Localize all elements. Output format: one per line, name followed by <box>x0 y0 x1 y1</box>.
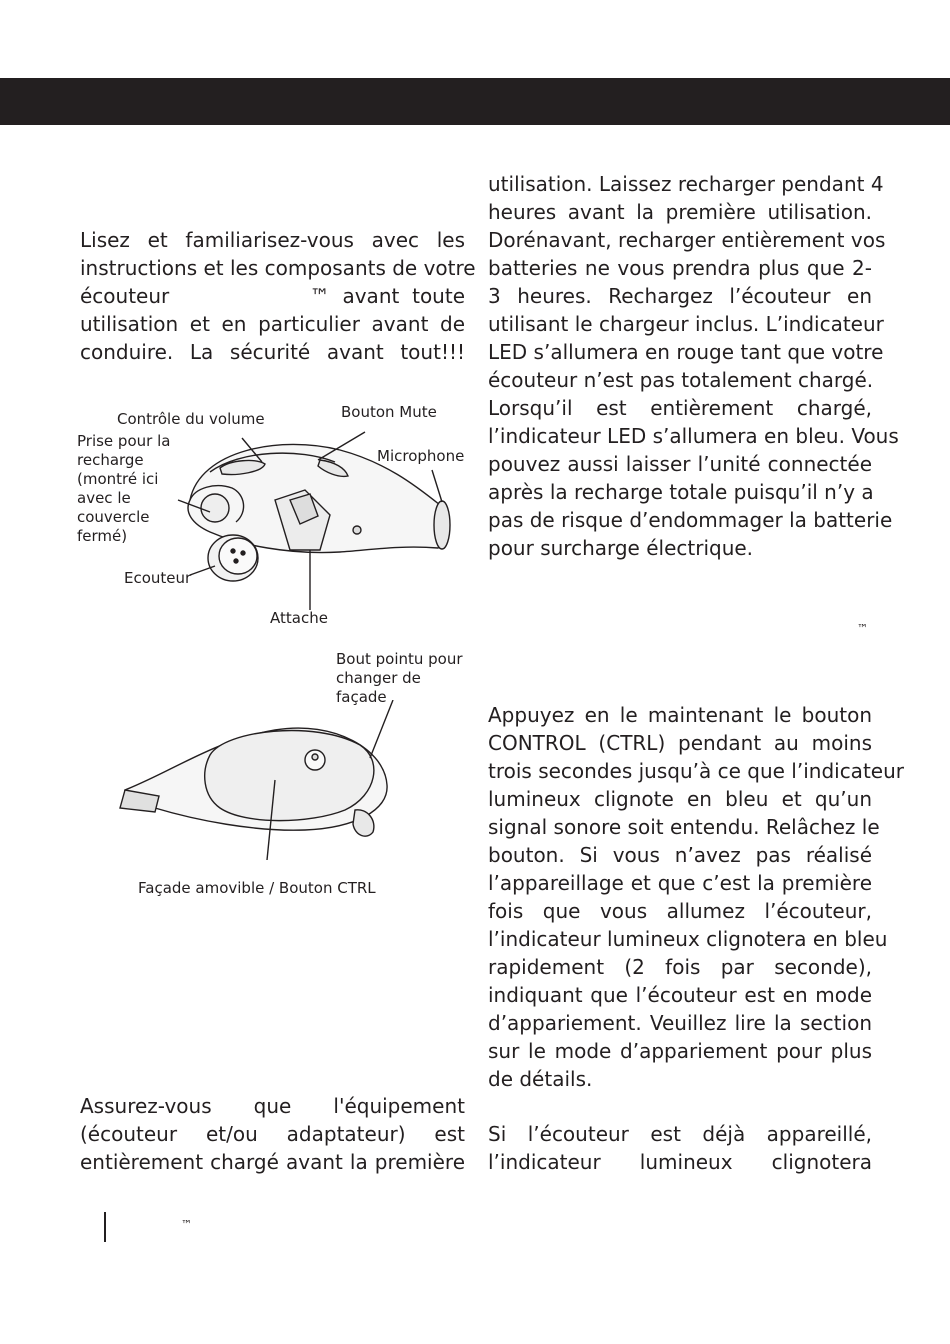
footer-trademark-mark: ™ <box>181 1218 192 1231</box>
label-faceplate: Façade amovible / Bouton CTRL <box>138 879 376 897</box>
charge-line: (écouteur et/ou adaptateur) est <box>80 1122 465 1146</box>
charge-cont-line: utilisant le chargeur inclus. L’indicateur <box>488 312 884 336</box>
paired-line: Si l’écouteur est déjà appareillé, <box>488 1122 872 1146</box>
label-earpiece: Ecouteur <box>124 569 192 587</box>
label-pointed-tip <box>336 650 463 707</box>
intro-line: Lisez et familiarisez-vous avec les <box>80 228 465 252</box>
label-charge-port <box>77 432 170 546</box>
charge-cont-line: Dorénavant, recharger entièrement vos <box>488 228 886 252</box>
power-line: d’appariement. Veuillez lire la section <box>488 1011 872 1035</box>
intro-line: utilisation et en particulier avant de <box>80 312 465 336</box>
charge-cont-line: l’indicateur LED s’allumera en bleu. Vous <box>488 424 899 448</box>
charge-line: entièrement chargé avant la première <box>80 1150 465 1174</box>
power-line: de détails. <box>488 1067 593 1091</box>
paired-paragraph <box>488 1120 872 1176</box>
charge-cont-line: batteries ne vous prendra plus que 2- <box>488 256 872 280</box>
charge-cont-line: Lorsqu’il est entièrement chargé, <box>488 396 872 420</box>
power-line: l’indicateur lumineux clignotera en bleu <box>488 927 888 951</box>
charge-port-line: (montré ici <box>77 470 159 488</box>
power-line: bouton. Si vous n’avez pas réalisé <box>488 843 872 867</box>
intro-line: conduire. La sécurité avant tout!!! <box>80 340 465 364</box>
power-line: trois secondes jusqu’à ce que l’indicateur <box>488 759 904 783</box>
pointed-tip-line: façade <box>336 688 387 706</box>
power-line: indiquant que l’écouteur est en mode <box>488 983 872 1007</box>
intro-line: écouteur ™ avant toute <box>80 284 465 308</box>
header-bar <box>0 78 950 125</box>
power-line: sur le mode d’appariement pour plus <box>488 1039 872 1063</box>
trademark-mark: ™ <box>857 622 868 635</box>
headset-back-diagram <box>115 700 405 860</box>
charge-cont-line: écouteur n’est pas totalement chargé. <box>488 368 874 392</box>
power-line: Appuyez en le maintenant le bouton <box>488 703 872 727</box>
power-line: lumineux clignote en bleu et qu’un <box>488 787 872 811</box>
intro-paragraph <box>80 226 476 366</box>
charge-line: Assurez-vous que l'équipement <box>80 1094 465 1118</box>
pointed-tip-line: Bout pointu pour <box>336 650 463 668</box>
charge-paragraph <box>80 1092 465 1176</box>
label-mute-button: Bouton Mute <box>341 403 437 421</box>
pointed-tip-line: changer de <box>336 669 421 687</box>
charge-port-line: fermé) <box>77 527 128 545</box>
charge-cont-line: 3 heures. Rechargez l’écouteur en <box>488 284 872 308</box>
charge-continuation-paragraph <box>488 170 899 562</box>
footer-rule <box>104 1212 106 1242</box>
power-line: signal sonore soit entendu. Relâchez le <box>488 815 880 839</box>
power-line: l’appareillage et que c’est la première <box>488 871 872 895</box>
intro-line: instructions et les composants de votre <box>80 256 476 280</box>
charge-port-line: avec le <box>77 489 131 507</box>
power-line: fois que vous allumez l’écouteur, <box>488 899 872 923</box>
label-clip: Attache <box>270 609 328 627</box>
charge-port-line: recharge <box>77 451 144 469</box>
charge-cont-line: LED s’allumera en rouge tant que votre <box>488 340 884 364</box>
charge-cont-line: après la recharge totale puisqu’il n’y a <box>488 480 874 504</box>
label-volume-control: Contrôle du volume <box>117 410 265 428</box>
charge-cont-line: pour surcharge électrique. <box>488 536 754 560</box>
charge-cont-line: pas de risque d’endommager la batterie <box>488 508 893 532</box>
charge-cont-line: pouvez aussi laisser l’unité connectée <box>488 452 872 476</box>
charge-cont-line: heures avant la première utilisation. <box>488 200 872 224</box>
power-on-paragraph <box>488 701 904 1093</box>
label-microphone: Microphone <box>377 447 465 465</box>
paired-line: l’indicateur lumineux clignotera <box>488 1150 872 1174</box>
charge-port-line: couvercle <box>77 508 150 526</box>
power-line: rapidement (2 fois par seconde), <box>488 955 872 979</box>
charge-cont-line: utilisation. Laissez recharger pendant 4 <box>488 172 884 196</box>
power-line: CONTROL (CTRL) pendant au moins <box>488 731 872 755</box>
charge-port-line: Prise pour la <box>77 432 171 450</box>
